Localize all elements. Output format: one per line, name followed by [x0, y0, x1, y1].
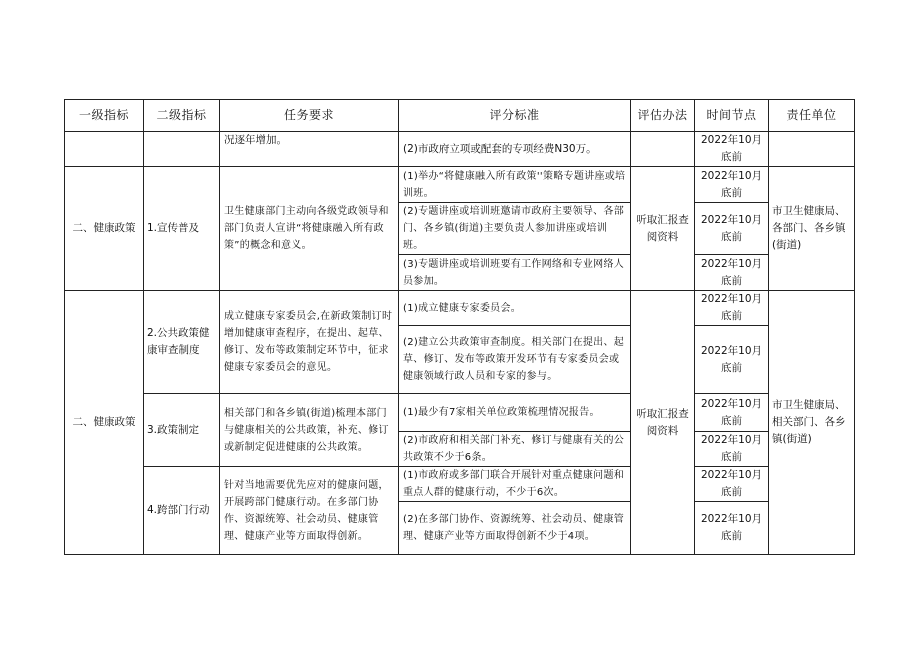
header-level1: 一级指标 — [65, 100, 144, 132]
time-cell: 2022年10月底前 — [695, 467, 769, 502]
task-cell: 成立健康专家委员会,在新政策制订时增加健康审查程序，在提出、起草、修订、发布等政策制定环节中，征求健康专家委员会的意见。 — [220, 291, 399, 394]
header-standard: 评分标准 — [399, 100, 631, 132]
time-cell: 2022年10月底前 — [695, 291, 769, 326]
header-task: 任务要求 — [220, 100, 399, 132]
unit-cell — [769, 132, 855, 167]
level1-cell: 二、健康政策 — [65, 167, 144, 291]
level2-cell — [144, 132, 220, 167]
unit-cell: 市卫生健康局、各部门、各乡镇(街道) — [769, 167, 855, 291]
time-cell: 2022年10月底前 — [695, 167, 769, 203]
time-cell: 2022年10月底前 — [695, 203, 769, 255]
level1-cell — [65, 132, 144, 167]
time-cell: 2022年10月底前 — [695, 394, 769, 432]
standard-cell: (3)专题讲座或培训班要有工作网络和专业网络人员参加。 — [399, 255, 631, 291]
standard-cell: (1)市政府或多部门联合开展针对重点健康问题和重点人群的健康行动，不少于6次。 — [399, 467, 631, 502]
table-row — [65, 467, 855, 502]
time-cell: 2022年10月底前 — [695, 255, 769, 291]
time-cell: 2022年10月底前 — [695, 326, 769, 394]
standard-cell: (2)在多部门协作、资源统筹、社会动员、健康管理、健康产业等方面取得创新不少于4项。 — [399, 502, 631, 555]
standard-cell: (2)建立公共政策审查制度。相关部门在提出、起草、修订、发布等政策开发环节有专家委员会或健康领域行政人员和专家的参与。 — [399, 326, 631, 394]
task-cell: 况逐年增加。 — [220, 132, 399, 167]
level1-cell: 二、健康政策 — [65, 291, 144, 555]
level2-cell: 3.政策制定 — [144, 394, 220, 467]
standard-cell: (2)市政府立项或配套的专项经费N30万。 — [399, 132, 631, 167]
standard-cell: (2)市政府和相关部门补充、修订与健康有关的公共政策不少于6条。 — [399, 432, 631, 467]
time-cell: 2022年10月底前 — [695, 132, 769, 167]
header-time: 时间节点 — [695, 100, 769, 132]
header-unit: 责任单位 — [769, 100, 855, 132]
standard-cell: (1)成立健康专家委员会。 — [399, 291, 631, 326]
task-cell: 针对当地需要优先应对的健康问题，开展跨部门健康行动。在多部门协作、资源统筹、社会动员、健康管理、健康产业等方面取得创新。 — [220, 467, 399, 555]
header-method: 评估办法 — [631, 100, 695, 132]
standard-cell: (1)举办“将健康融入所有政策''策略专题讲座或培训班。 — [399, 167, 631, 203]
time-cell: 2022年10月底前 — [695, 502, 769, 555]
method-cell — [631, 132, 695, 167]
standard-cell: (1)最少有7家相关单位政策梳理情况报告。 — [399, 394, 631, 432]
level2-cell: 2.公共政策健康审查制度 — [144, 291, 220, 394]
task-cell: 卫生健康部门主动向各级党政领导和部门负责人宣讲“将健康融入所有政策”的概念和意义。 — [220, 167, 399, 291]
level2-cell: 1.宣传普及 — [144, 167, 220, 291]
level2-cell: 4.跨部门行动 — [144, 467, 220, 555]
header-row — [65, 100, 855, 132]
method-cell: 听取汇报查阅资料 — [631, 167, 695, 291]
table-row — [65, 132, 855, 167]
method-cell: 听取汇报查阅资料 — [631, 291, 695, 555]
unit-cell: 市卫生健康局、相关部门、各乡镇(街道) — [769, 291, 855, 555]
time-cell: 2022年10月底前 — [695, 432, 769, 467]
assessment-table — [64, 99, 855, 555]
assessment-table-sheet — [64, 99, 854, 550]
standard-cell: (2)专题讲座或培训班邀请市政府主要领导、各部门、各乡镇(街道)主要负责人参加讲座或培训班。 — [399, 203, 631, 255]
table-row — [65, 167, 855, 203]
task-cell: 相关部门和各乡镇(街道)梳理本部门与健康相关的公共政策，补充、修订或新制定促进健康的公共政策。 — [220, 394, 399, 467]
table-row — [65, 394, 855, 432]
header-level2: 二级指标 — [144, 100, 220, 132]
table-row — [65, 291, 855, 326]
